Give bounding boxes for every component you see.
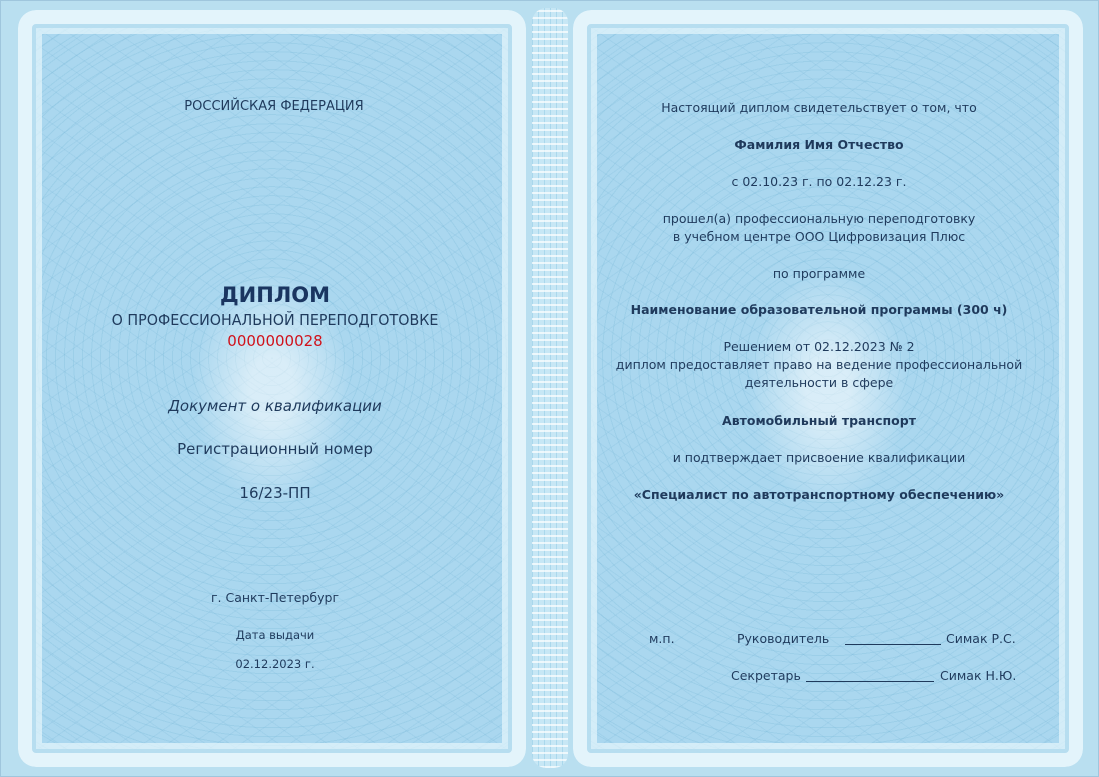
issue-date-label: Дата выдачи — [235, 628, 315, 642]
diploma-spine — [532, 8, 568, 768]
training-line-2: в учебном центре ООО Цифровизация Плюс — [672, 229, 966, 244]
stamp-place: м.п. — [649, 631, 675, 646]
issue-city: г. Санкт-Петербург — [210, 590, 340, 605]
registration-label: Регистрационный номер — [177, 440, 373, 458]
certifies-line: Настоящий диплом свидетельствует о том, что — [661, 100, 977, 115]
rights-line-1: диплом предоставляет право на ведение профессиональной — [615, 357, 1023, 372]
program-intro: по программе — [772, 266, 866, 281]
secretary-signature-line — [806, 669, 934, 682]
head-signature-line — [845, 632, 941, 645]
study-period: с 02.10.23 г. по 02.12.23 г. — [731, 174, 907, 189]
qualification-name: «Специалист по автотранспортному обеспечению» — [633, 487, 1005, 502]
serial-number: 0000000028 — [227, 332, 323, 350]
secretary-label: Секретарь — [731, 668, 801, 683]
rights-line-2: деятельности в сфере — [744, 375, 894, 390]
country-label: РОССИЙСКАЯ ФЕДЕРАЦИЯ — [184, 99, 364, 114]
issue-date: 02.12.2023 г. — [235, 657, 315, 671]
document-type: Документ о квалификации — [168, 397, 382, 415]
secretary-name: Симак Н.Ю. — [940, 668, 1017, 683]
training-line-1: прошел(а) профессиональную переподготовку — [662, 211, 976, 226]
diploma-left-page — [18, 10, 526, 767]
diploma-subtitle: О ПРОФЕССИОНАЛЬНОЙ ПЕРЕПОДГОТОВКЕ — [111, 311, 439, 329]
holder-name: Фамилия Имя Отчество — [734, 137, 904, 152]
activity-field: Автомобильный транспорт — [722, 413, 916, 428]
head-label: Руководитель — [737, 631, 830, 646]
head-name: Симак Р.С. — [946, 631, 1016, 646]
diploma-title: ДИПЛОМ — [219, 283, 331, 307]
registration-number: 16/23-ПП — [239, 484, 311, 502]
decision-line: Решением от 02.12.2023 № 2 — [723, 339, 915, 354]
program-name: Наименование образовательной программы (300 ч) — [630, 302, 1008, 317]
confirms-line: и подтверждает присвоение квалификации — [672, 450, 966, 465]
